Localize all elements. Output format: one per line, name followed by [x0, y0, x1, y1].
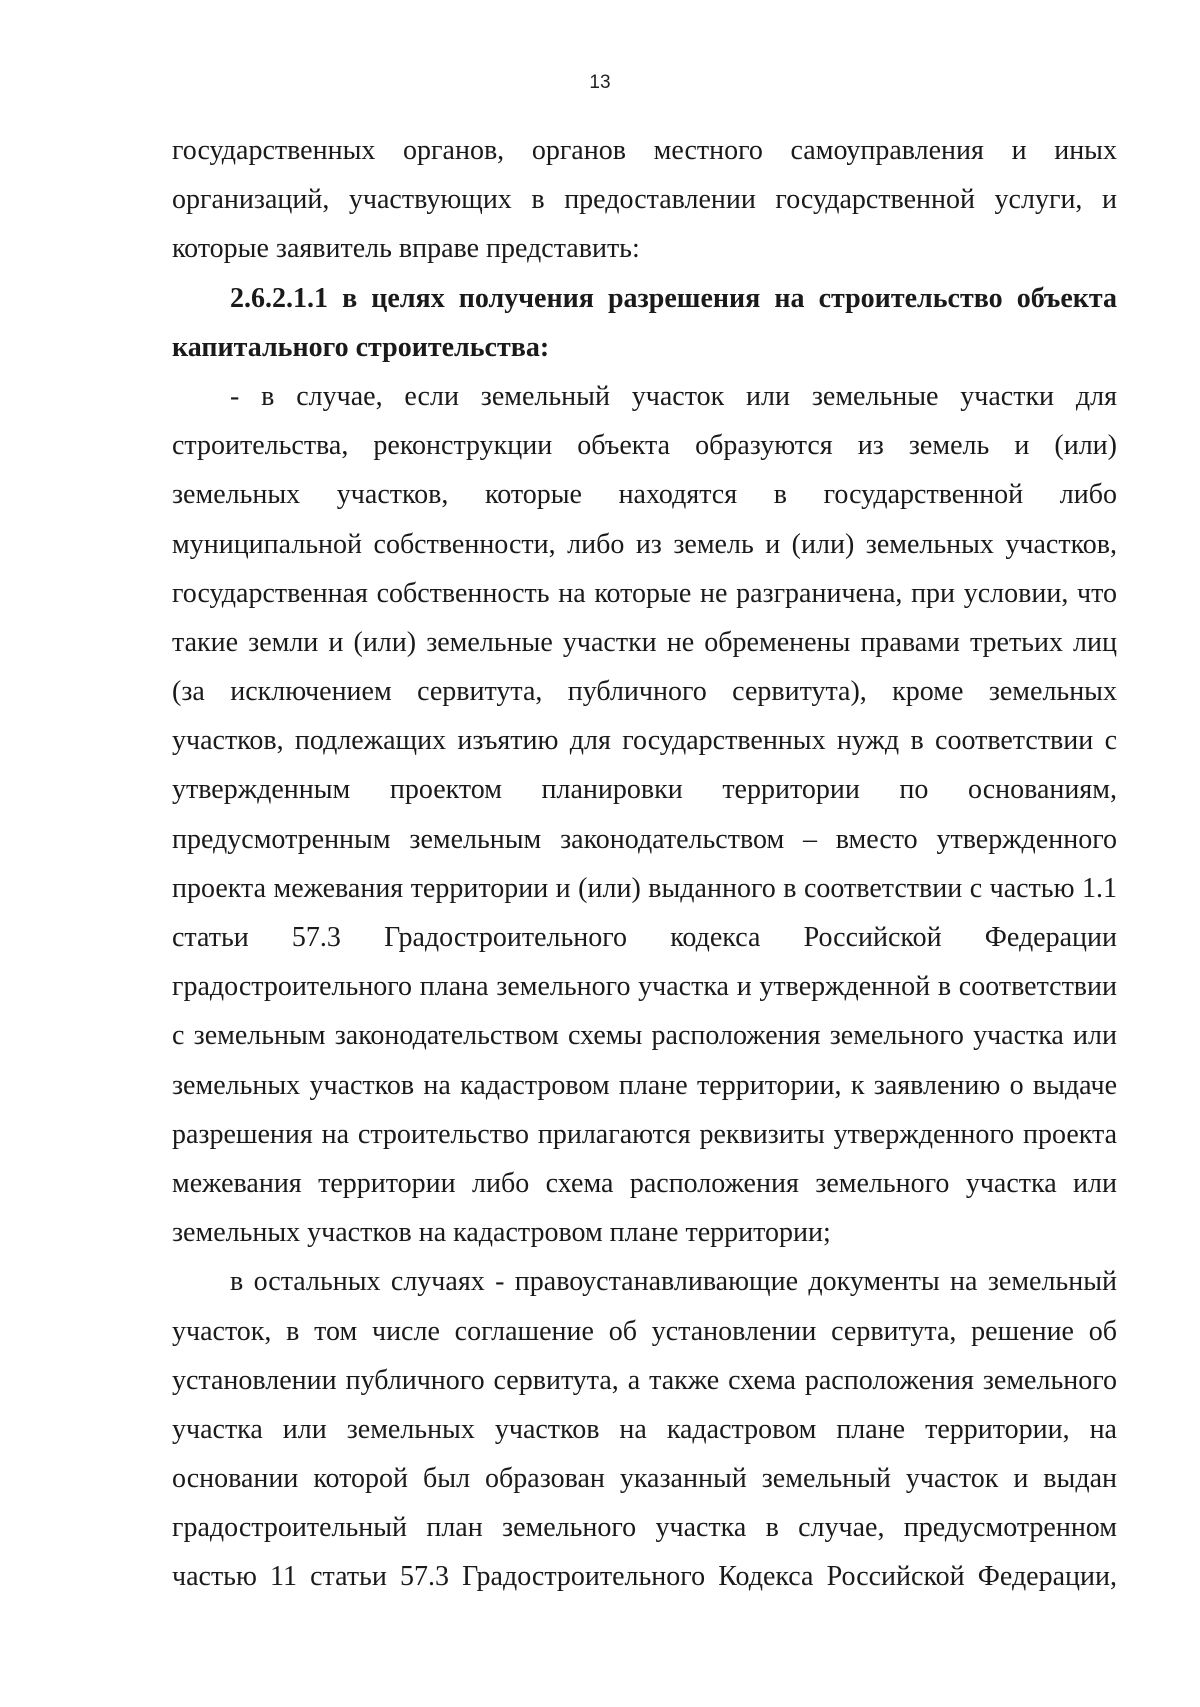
text-line: 2.6.2.1.1 в целях получения разрешения на строительство объекта — [230, 282, 1117, 314]
text-line: основании которой был образован указанный земельный участок и выдан — [172, 1463, 1117, 1495]
text-line: земельных участков на кадастровом плане территории; — [172, 1217, 831, 1249]
paragraph-other-cases — [172, 1257, 1117, 1601]
page-number: 13 — [589, 72, 611, 93]
text-line: организаций, участвующих в предоставлении государственной услуги, и — [172, 184, 1117, 216]
text-line: такие земли и (или) земельные участки не обременены правами третьих лиц — [172, 626, 1117, 658]
section-heading — [172, 274, 1117, 372]
text-line: капитального строительства: — [172, 331, 550, 363]
text-line: частью 11 статьи 57.3 Градостроительного Кодекса Российской Федерации, — [172, 1561, 1117, 1593]
text-line: участок, в том числе соглашение об установлении сервитута, решение об — [172, 1315, 1117, 1347]
text-line: с земельным законодательством схемы расположения земельного участка или — [172, 1020, 1117, 1052]
text-line: разрешения на строительство прилагаются реквизиты утвержденного проекта — [172, 1118, 1117, 1150]
text-line: межевания территории либо схема расположения земельного участка или — [172, 1167, 1117, 1199]
document-body — [172, 126, 1117, 1602]
text-line: участка или земельных участков на кадастровом плане территории, на — [172, 1413, 1117, 1445]
text-line: муниципальной собственности, либо из земель и (или) земельных участков, — [172, 528, 1117, 560]
paragraph-continuation — [172, 126, 1117, 274]
text-line: строительства, реконструкции объекта образуются из земель и (или) — [172, 430, 1117, 462]
text-line: утвержденным проектом планировки территории по основаниям, — [172, 774, 1117, 806]
text-line: предусмотренным земельным законодательством – вместо утвержденного — [172, 823, 1117, 855]
paragraph-case-one — [172, 372, 1117, 1257]
text-line: участков, подлежащих изъятию для государственных нужд в соответствии с — [172, 725, 1117, 757]
text-line: которые заявитель вправе представить: — [172, 233, 640, 265]
text-line: статьи 57.3 Градостроительного кодекса Российской Федерации — [172, 922, 1117, 953]
text-line: государственная собственность на которые не разграничена, при условии, что — [172, 577, 1117, 609]
text-line: установлении публичного сервитута, а также схема расположения земельного — [172, 1364, 1117, 1396]
text-line: градостроительного плана земельного участка и утвержденной в соответствии — [172, 971, 1117, 1003]
text-line: земельных участков, которые находятся в государственной либо — [172, 479, 1117, 511]
text-line: градостроительный план земельного участка в случае, предусмотренном — [172, 1512, 1117, 1544]
text-line: - в случае, если земельный участок или земельные участки для — [230, 380, 1117, 412]
text-line: государственных органов, органов местного самоуправления и иных — [172, 135, 1117, 166]
text-line: проекта межевания территории и (или) выданного в соответствии с частью 1.1 — [172, 872, 1117, 904]
text-line: (за исключением сервитута, публичного сервитута), кроме земельных — [172, 676, 1117, 708]
text-line: в остальных случаях - правоустанавливающие документы на земельный — [230, 1266, 1117, 1298]
text-line: земельных участков на кадастровом плане территории, к заявлению о выдаче — [172, 1069, 1117, 1101]
